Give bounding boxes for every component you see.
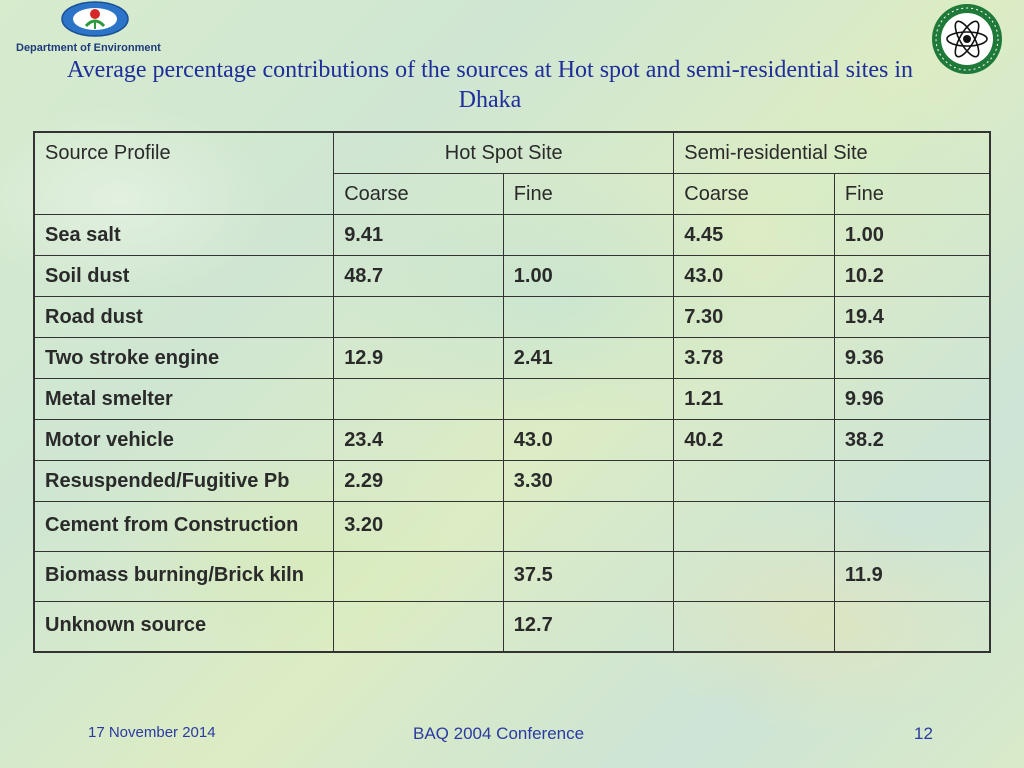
org-name: Department of Environment: [16, 42, 161, 54]
cell-value: 38.2: [834, 420, 990, 461]
row-source: Resuspended/Fugitive Pb: [34, 461, 334, 502]
cell-value: [674, 461, 835, 502]
table-row: [34, 338, 990, 379]
hot-spot-coarse-header: Coarse: [334, 174, 504, 215]
hot-spot-group-header: Hot Spot Site: [334, 132, 674, 174]
row-source: Cement from Construction: [34, 502, 334, 552]
cell-value: 9.96: [834, 379, 990, 420]
row-source: Road dust: [34, 297, 334, 338]
cell-value: 40.2: [674, 420, 835, 461]
cell-value: 12.9: [334, 338, 504, 379]
cell-value: 3.78: [674, 338, 835, 379]
cell-value: 2.41: [503, 338, 673, 379]
cell-value: 10.2: [834, 256, 990, 297]
table-row: [34, 379, 990, 420]
footer-date: 17 November 2014: [88, 724, 216, 741]
cell-value: 48.7: [334, 256, 504, 297]
table-row: [34, 552, 990, 602]
table-row: [34, 502, 990, 552]
semi-residential-fine-header: Fine: [834, 174, 990, 215]
cell-value: 2.29: [334, 461, 504, 502]
row-source: Soil dust: [34, 256, 334, 297]
department-logo: [6, 0, 166, 60]
table-row: [34, 420, 990, 461]
cell-value: 9.36: [834, 338, 990, 379]
cell-value: [834, 461, 990, 502]
row-source: Two stroke engine: [34, 338, 334, 379]
cell-value: 1.21: [674, 379, 835, 420]
cell-value: [674, 502, 835, 552]
table-row: [34, 215, 990, 256]
cell-value: 7.30: [674, 297, 835, 338]
semi-residential-coarse-header: Coarse: [674, 174, 835, 215]
cell-value: 43.0: [503, 420, 673, 461]
row-source: Sea salt: [34, 215, 334, 256]
doe-emblem-icon: [60, 0, 130, 38]
cell-value: 3.20: [334, 502, 504, 552]
cell-value: 4.45: [674, 215, 835, 256]
cell-value: 23.4: [334, 420, 504, 461]
cell-value: 1.00: [503, 256, 673, 297]
cell-value: [674, 552, 835, 602]
cell-value: 19.4: [834, 297, 990, 338]
row-source: Unknown source: [34, 602, 334, 653]
hot-spot-fine-header: Fine: [503, 174, 673, 215]
table-row: [34, 297, 990, 338]
cell-value: [334, 602, 504, 653]
cell-value: 12.7: [503, 602, 673, 653]
cell-value: 3.30: [503, 461, 673, 502]
cell-value: [503, 297, 673, 338]
cell-value: [834, 602, 990, 653]
table-row: [34, 602, 990, 653]
cell-value: 11.9: [834, 552, 990, 602]
cell-value: [834, 502, 990, 552]
source-profile-header: Source Profile: [34, 132, 334, 215]
source-contribution-table: [33, 131, 991, 653]
table-row: [34, 461, 990, 502]
cell-value: 43.0: [674, 256, 835, 297]
footer-conference: BAQ 2004 Conference: [413, 724, 585, 743]
row-source: Motor vehicle: [34, 420, 334, 461]
cell-value: 37.5: [503, 552, 673, 602]
cell-value: 1.00: [834, 215, 990, 256]
semi-residential-group-header: Semi-residential Site: [674, 132, 990, 174]
page-title: Average percentage contributions of the sources at Hot spot and semi-residential sites in Dhaka: [67, 57, 913, 113]
cell-value: [503, 379, 673, 420]
row-source: Metal smelter: [34, 379, 334, 420]
row-source: Biomass burning/Brick kiln: [34, 552, 334, 602]
cell-value: [503, 502, 673, 552]
cell-value: [334, 552, 504, 602]
cell-value: [674, 602, 835, 653]
table-header-row: [34, 132, 990, 174]
cell-value: [503, 215, 673, 256]
atomic-emblem-icon: [930, 2, 1004, 76]
cell-value: [334, 297, 504, 338]
cell-value: 9.41: [334, 215, 504, 256]
cell-value: [334, 379, 504, 420]
footer-page-number: 12: [914, 724, 933, 743]
table-row: [34, 256, 990, 297]
